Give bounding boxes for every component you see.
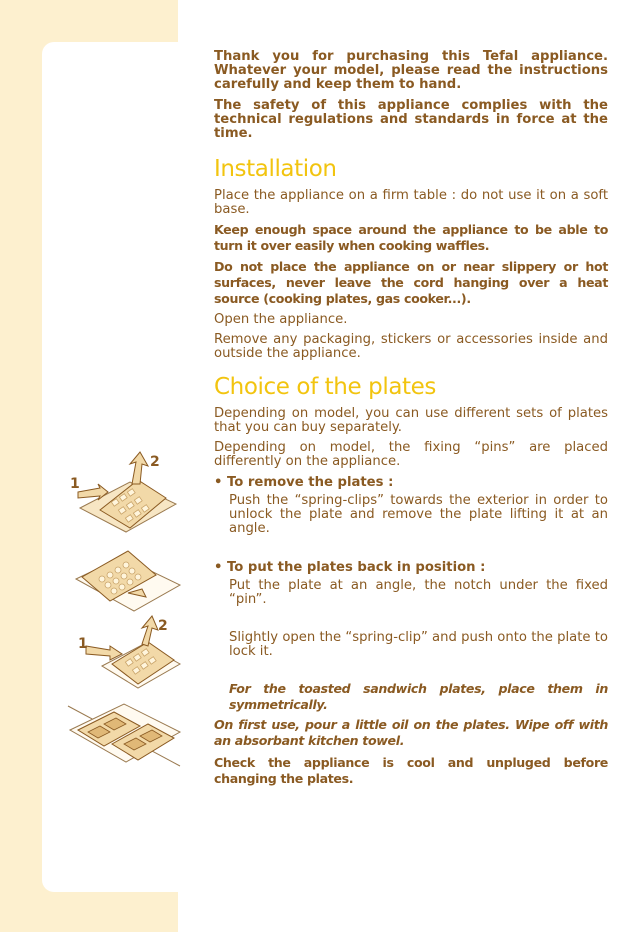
installation-open: Open the appliance. [214,312,348,327]
figure-remove-plate [64,448,184,534]
remove-plates-heading: • To remove the plates : [214,475,394,490]
remove-plates-text: Push the “spring-clips” towards the exterior in order to unlock the plate and remove the plate lifting it at an angle. [229,493,608,536]
figure-sandwich-plates [64,692,184,768]
put-plates-text-1: Put the plate at an angle, the notch under the fixed “pin”. [229,578,608,607]
cool-appliance-note: Check the appliance is cool and unpluged before changing the plates. [214,755,608,786]
plates-pins-note: Depending on model, the fixing “pins” are placed differently on the appliance. [214,440,608,469]
instructions-content [214,50,608,787]
installation-remove-packaging: Remove any packaging, stickers or accessories inside and outside the appliance. [214,332,608,361]
intro-safety: The safety of this appliance complies with the technical regulations and standards in force at the time. [214,98,608,141]
figure-spring-clip [72,614,184,690]
put-plates-text-2: Slightly open the “spring-clip” and push onto the plate to lock it. [229,630,608,659]
installation-hot-surfaces: Do not place the appliance on or near slippery or hot surfaces, never leave the cord hanging over a heat source (cooking plates, gas cooker...). [214,259,608,306]
plates-heading: Choice of the plates [214,374,436,400]
intro-thanks: Thank you for purchasing this Tefal appliance. Whatever your model, please read the instructions carefully and keep them to hand. [214,49,608,92]
installation-firm-table: Place the appliance on a firm table : do not use it on a soft base. [214,188,608,217]
sandwich-plates-note: For the toasted sandwich plates, place them in symmetrically. [229,681,608,712]
installation-heading: Installation [214,156,337,182]
first-use-oil-note: On first use, pour a little oil on the plates. Wipe off with an absorbant kitchen towel. [214,717,608,748]
fig1-step1-label: 1 [70,476,80,492]
installation-space-note: Keep enough space around the appliance to be able to turn it over easily when cooking waffles. [214,222,608,253]
fig1-step2-label: 2 [150,454,160,470]
fig3-step2-label: 2 [158,618,168,634]
figure-plate-at-angle [72,545,184,615]
fig3-step1-label: 1 [78,636,88,652]
put-plates-heading: • To put the plates back in position : [214,560,486,575]
plates-sets-note: Depending on model, you can use different sets of plates that you can buy separately. [214,406,608,435]
